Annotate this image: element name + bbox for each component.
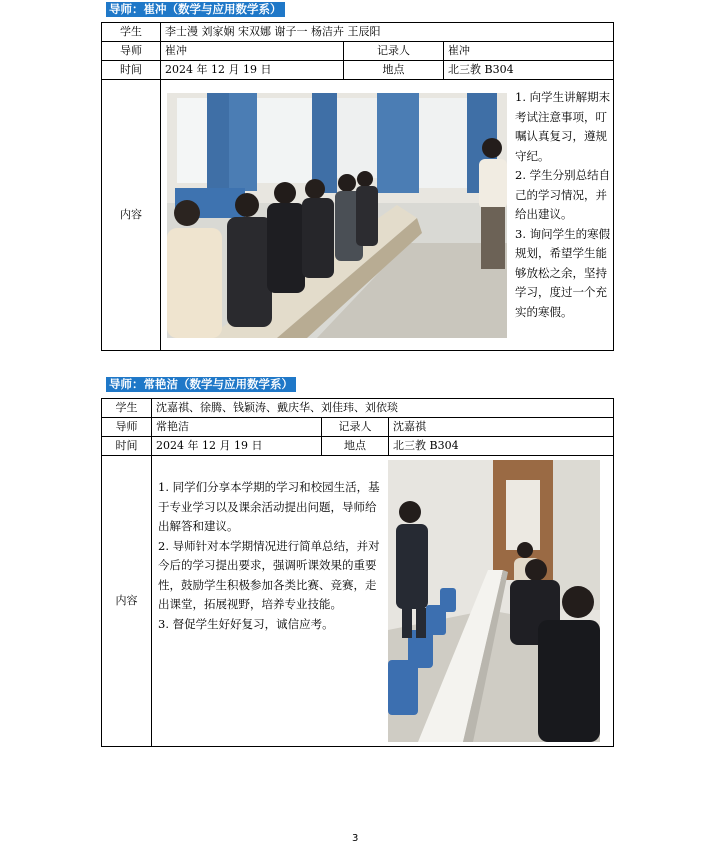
meeting-photo	[388, 460, 600, 742]
content-description	[158, 478, 380, 634]
content-item-1: 1. 向学生讲解期末考试注意事项，叮嘱认真复习，遵规守纪。	[515, 90, 611, 163]
page-number: 3	[352, 833, 359, 844]
meeting-photo-drawing	[167, 93, 507, 338]
students-label: 学生	[102, 23, 161, 42]
advisor-value: 崔冲	[161, 42, 344, 61]
advisor-label: 导师	[102, 418, 152, 437]
place-label: 地点	[322, 437, 389, 456]
time-label: 时间	[102, 61, 161, 80]
time-value: 2024 年 12 月 19 日	[152, 437, 322, 456]
students-label: 学生	[102, 399, 152, 418]
content-label: 内容	[102, 456, 152, 747]
content-cell	[161, 80, 614, 351]
content-item-1: 1. 同学们分享本学期的学习和校园生活，基于专业学习以及课余活动提出问题，导师给出解答和建议。	[158, 480, 380, 533]
recorder-label: 记录人	[344, 42, 444, 61]
students-value: 沈嘉祺、徐腾、钱颖涛、戴庆华、刘佳玮、刘依琰	[152, 399, 614, 418]
advisor-label: 导师	[102, 42, 161, 61]
place-label: 地点	[344, 61, 444, 80]
meeting-photo-drawing	[388, 460, 600, 742]
section1-header: 导师：崔冲（数学与应用数学系）	[106, 2, 285, 17]
recorder-label: 记录人	[322, 418, 389, 437]
content-item-2: 2. 导师针对本学期情况进行简单总结，并对今后的学习提出要求，强调听课效果的重要性，鼓励学生积极参加各类比赛、竞赛，走出课堂，拓展视野，培养专业技能。	[158, 538, 380, 611]
place-value: 北三教 B304	[444, 61, 614, 80]
advisor-value: 常艳洁	[152, 418, 322, 437]
meeting-photo	[167, 93, 507, 338]
content-description	[515, 88, 614, 322]
students-value: 李士漫 刘家娴 宋双娜 谢子一 杨洁卉 王辰阳	[161, 23, 614, 42]
time-label: 时间	[102, 437, 152, 456]
content-cell	[152, 456, 614, 747]
content-item-3: 3. 询问学生的寒假规划，希望学生能够放松之余，坚持学习，度过一个充实的寒假。	[515, 226, 611, 319]
section1-table	[101, 22, 614, 351]
place-value: 北三教 B304	[389, 437, 614, 456]
content-label: 内容	[102, 80, 161, 351]
recorder-value: 崔冲	[444, 42, 614, 61]
content-item-2: 2. 学生分别总结自己的学习情况，并给出建议。	[515, 168, 611, 221]
section2-header: 导师：常艳洁（数学与应用数学系）	[106, 377, 296, 392]
content-item-3: 3. 督促学生好好复习，诚信应考。	[158, 616, 334, 631]
recorder-value: 沈嘉祺	[389, 418, 614, 437]
time-value: 2024 年 12 月 19 日	[161, 61, 344, 80]
section2-table	[101, 398, 614, 747]
